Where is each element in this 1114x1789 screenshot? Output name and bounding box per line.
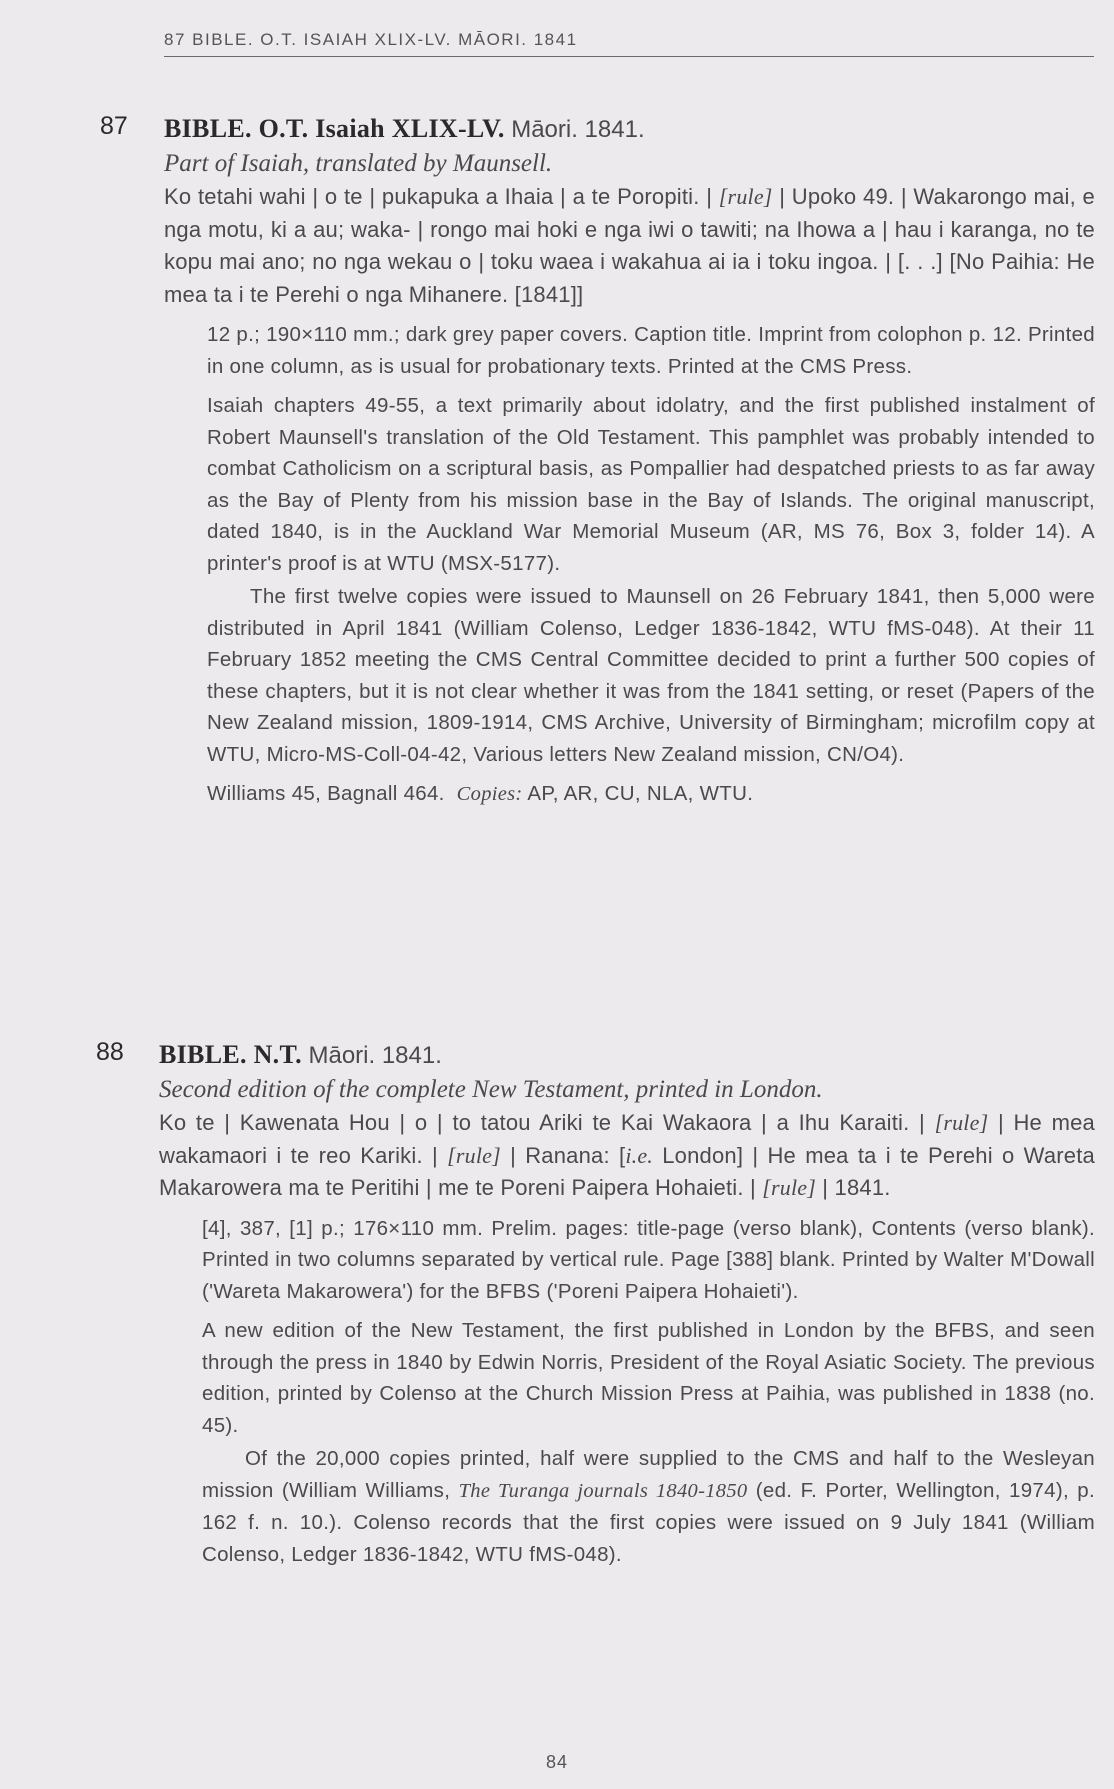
copies-label: Copies:	[456, 783, 523, 805]
transcription-text: Ko te | Kawenata Hou | o | to tatou Ariki te Kai Wakaora | a Ihu Karaiti. |	[159, 1110, 935, 1135]
title-heading: BIBLE. O.T. Isaiah XLIX-LV.	[164, 114, 505, 143]
rule-marker: [rule]	[934, 1110, 989, 1135]
note-text: (ed. F. Porter, Wellington, 1974), p. 162 f. n. 10.). Colenso records that the first copies were issued on 9 July 1841 (William Colenso, Ledger 1836-1842, WTU fMS-048).	[202, 1478, 1095, 1566]
entry-88	[96, 1038, 1095, 1578]
transcription-text: | He mea wakamaori i te reo Kariki. |	[159, 1110, 1095, 1168]
transcription-text: London] | He mea ta i te Perehi o Wareta Makarowera ma te Peritihi | me te Poreni Paipera Hohaieti. |	[159, 1142, 1095, 1200]
note-paragraph: The first twelve copies were issued to Maunsell on 26 February 1841, then 5,000 were distributed in April 1841 (William Colenso, Ledger 1836-1842, WTU fMS-048). At their 11 February 1852 meeting the CMS Central Committee decided to print a further 500 copies of these chapters, but it is not clear whether it was from the 1841 setting, or reset (Papers of the New Zealand mission, 1809-1914, CMS Archive, University of Birmingham; microfilm copy at WTU, Micro-MS-Coll-04-42, Various letters New Zealand mission, CN/O4).	[207, 585, 1095, 766]
ie-abbrev: i.e.	[625, 1142, 653, 1168]
entry-title	[159, 1038, 1095, 1073]
title-language-year: Māori. 1841.	[308, 1042, 442, 1069]
entry-subtitle: Part of Isaiah, translated by Maunsell.	[164, 150, 553, 177]
transcription-text: | 1841.	[816, 1175, 891, 1200]
entry-body	[159, 1038, 1095, 1570]
title-transcription	[159, 1107, 1095, 1205]
note-paragraph	[202, 1443, 1095, 1570]
running-head: 87 BIBLE. O.T. ISAIAH XLIX-LV. MĀORI. 1841	[164, 30, 1094, 57]
title-transcription	[164, 181, 1095, 311]
cited-title: The Turanga journals 1840-1850	[458, 1479, 748, 1502]
entry-87	[100, 112, 1095, 819]
note-text: Of the 20,000 copies printed, half were supplied to the CMS and half to the Wesleyan mission (William Williams,	[202, 1447, 1095, 1502]
rule-marker: [rule]	[718, 184, 773, 209]
note-paragraph: A new edition of the New Testament, the first published in London by the BFBS, and seen through the press in 1840 by Edwin Norris, President of the Royal Asiatic Society. The previous edition, printed by Colenso at the Church Mission Press at Paihia, was published in 1838 (no. 45).	[202, 1319, 1095, 1437]
entry-notes	[207, 319, 1095, 811]
entry-number: 87	[100, 112, 128, 140]
entry-subtitle: Second edition of the complete New Testament, printed in London.	[159, 1076, 823, 1103]
entry-body	[164, 112, 1095, 811]
entry-number: 88	[96, 1038, 124, 1066]
note-paragraph: Isaiah chapters 49-55, a text primarily about idolatry, and the first published instalment of Robert Maunsell's translation of the Old Testament. This pamphlet was probably intended to combat Catholicism on a scriptural basis, as Pompallier had despatched priests to as far away as the Bay of Plenty from his mission base in the Bay of Islands. The original manuscript, dated 1840, is in the Auckland War Memorial Museum (AR, MS 76, Box 3, folder 14). A printer's proof is at WTU (MSX-5177).	[207, 394, 1095, 575]
title-heading: BIBLE. N.T.	[159, 1040, 302, 1069]
transcription-text: | Upoko 49. | Wakarongo mai, e nga motu, ki a au; waka- | rongo mai hoki e nga iwi o tawiti; na Ihowa a | hau i karanga, no te kopu mai ano; no nga wekau o | toku waea i wakahua ai ia i toku ingoa. | [. . .] [No Paihia: He mea ta i te Perehi o nga Mihanere. [1841]]	[164, 184, 1095, 307]
references	[207, 778, 1095, 811]
copies-list: AP, AR, CU, NLA, WTU.	[527, 782, 754, 805]
transcription-text: | Ranana: [	[500, 1142, 626, 1168]
entry-title	[164, 112, 1095, 147]
entry-notes	[202, 1213, 1095, 1571]
title-language-year: Māori. 1841.	[511, 116, 645, 143]
physical-description: [4], 387, [1] p.; 176×110 mm. Prelim. pages: title-page (verso blank), Contents (verso blank). Printed in two columns separated by vertical rule. Page [388] blank. Printed by Walter M'Dowall ('Wareta Makarowera') for the BFBS ('Poreni Paipera Hohaieti').	[202, 1216, 1095, 1303]
transcription-text: Ko tetahi wahi | o te | pukapuka a Ihaia | a te Poropiti. |	[164, 184, 719, 209]
reference-list: Williams 45, Bagnall 464.	[207, 782, 445, 805]
page-number: 84	[545, 1752, 569, 1772]
physical-description: 12 p.; 190×110 mm.; dark grey paper covers. Caption title. Imprint from colophon p. 12. Printed in one column, as is usual for probationary texts. Printed at the CMS Press.	[207, 323, 1095, 378]
rule-marker: [rule]	[762, 1175, 816, 1200]
rule-marker: [rule]	[447, 1142, 501, 1168]
